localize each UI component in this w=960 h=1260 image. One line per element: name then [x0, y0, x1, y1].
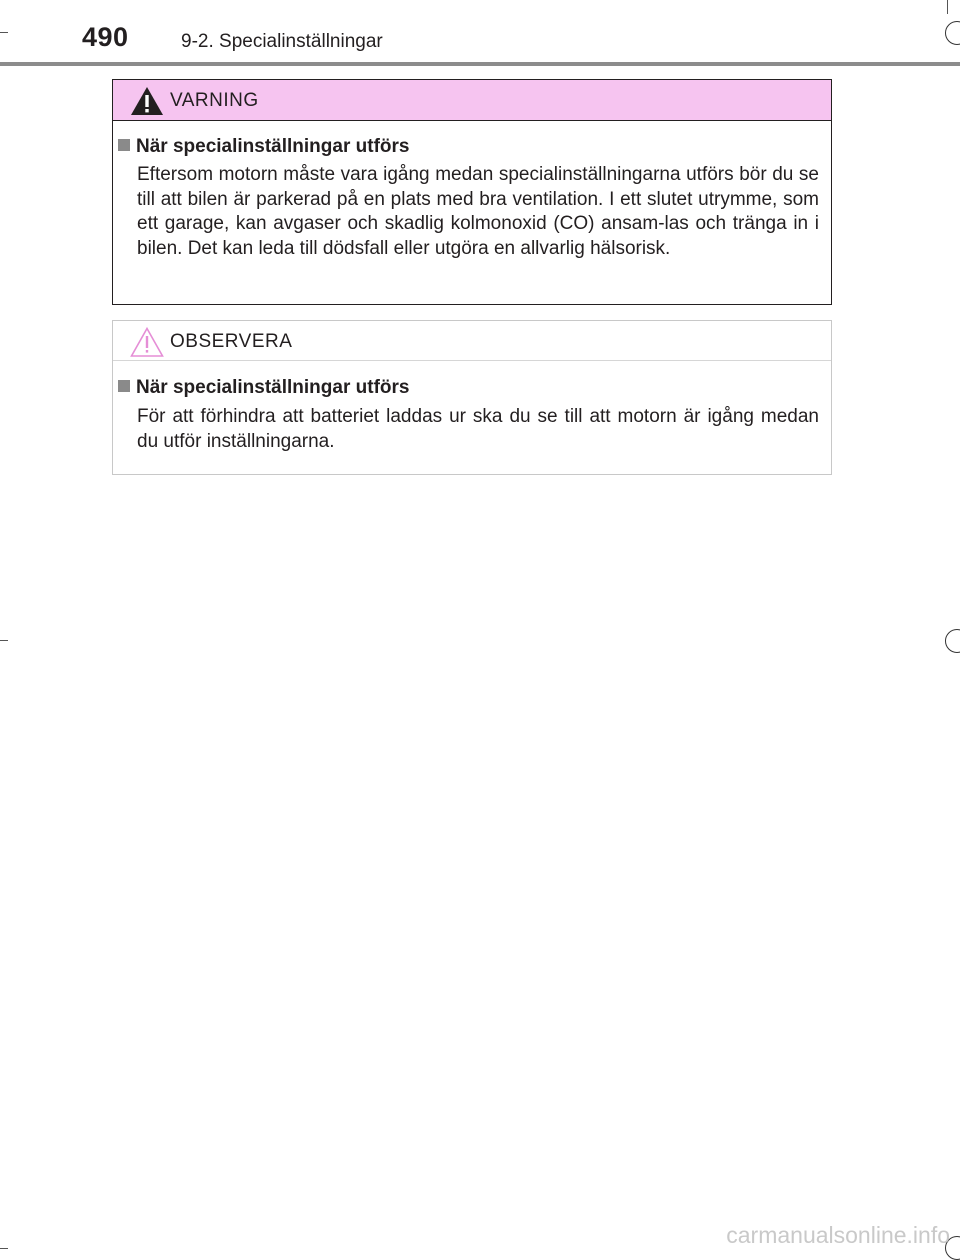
warning-item-title — [118, 136, 409, 158]
warning-label: VARNING — [170, 90, 259, 111]
page-header — [0, 0, 960, 70]
notice-label: OBSERVERA — [170, 331, 293, 352]
warning-item-text: Eftersom motorn måste vara igång medan specialinställningarna utförs bör du se till att bilen är parkerad på en plats med bra ventilation. I ett slutet utrymme, som ett garage, kan avgaser och skadlig kolmonoxid (CO) ansam-las och tränga in i bilen. Det kan leda till dödsfall eller utgöra en allvarlig hälsorisk. — [137, 164, 819, 259]
notice-box-header — [113, 321, 831, 361]
square-bullet-icon — [118, 380, 130, 392]
notice-item-title — [118, 377, 409, 399]
page-number: 490 — [82, 22, 129, 52]
notice-box — [112, 320, 832, 475]
crop-mark-mid-left — [0, 640, 8, 641]
square-bullet-icon — [118, 139, 130, 151]
warning-item-title-text: När specialinställningar utförs — [136, 136, 410, 157]
warning-box-header — [113, 80, 831, 121]
section-title: 9-2. Specialinställningar — [181, 31, 383, 52]
warning-triangle-icon — [129, 85, 165, 117]
watermark: carmanualsonline.info — [726, 1222, 950, 1248]
crop-mark-bottom-left — [0, 1248, 8, 1249]
registration-mark-mid-right — [945, 629, 960, 653]
notice-item-title-text: När specialinställningar utförs — [136, 377, 410, 398]
crop-mark-top-left — [0, 32, 8, 33]
caution-triangle-icon — [129, 326, 165, 358]
warning-box — [112, 79, 832, 305]
notice-item-text: För att förhindra att batteriet laddas ur ska du se till att motorn är igång medan du utför inställningarna. — [137, 406, 819, 452]
header-rule — [0, 62, 960, 66]
crop-mark-top-right — [947, 0, 948, 14]
